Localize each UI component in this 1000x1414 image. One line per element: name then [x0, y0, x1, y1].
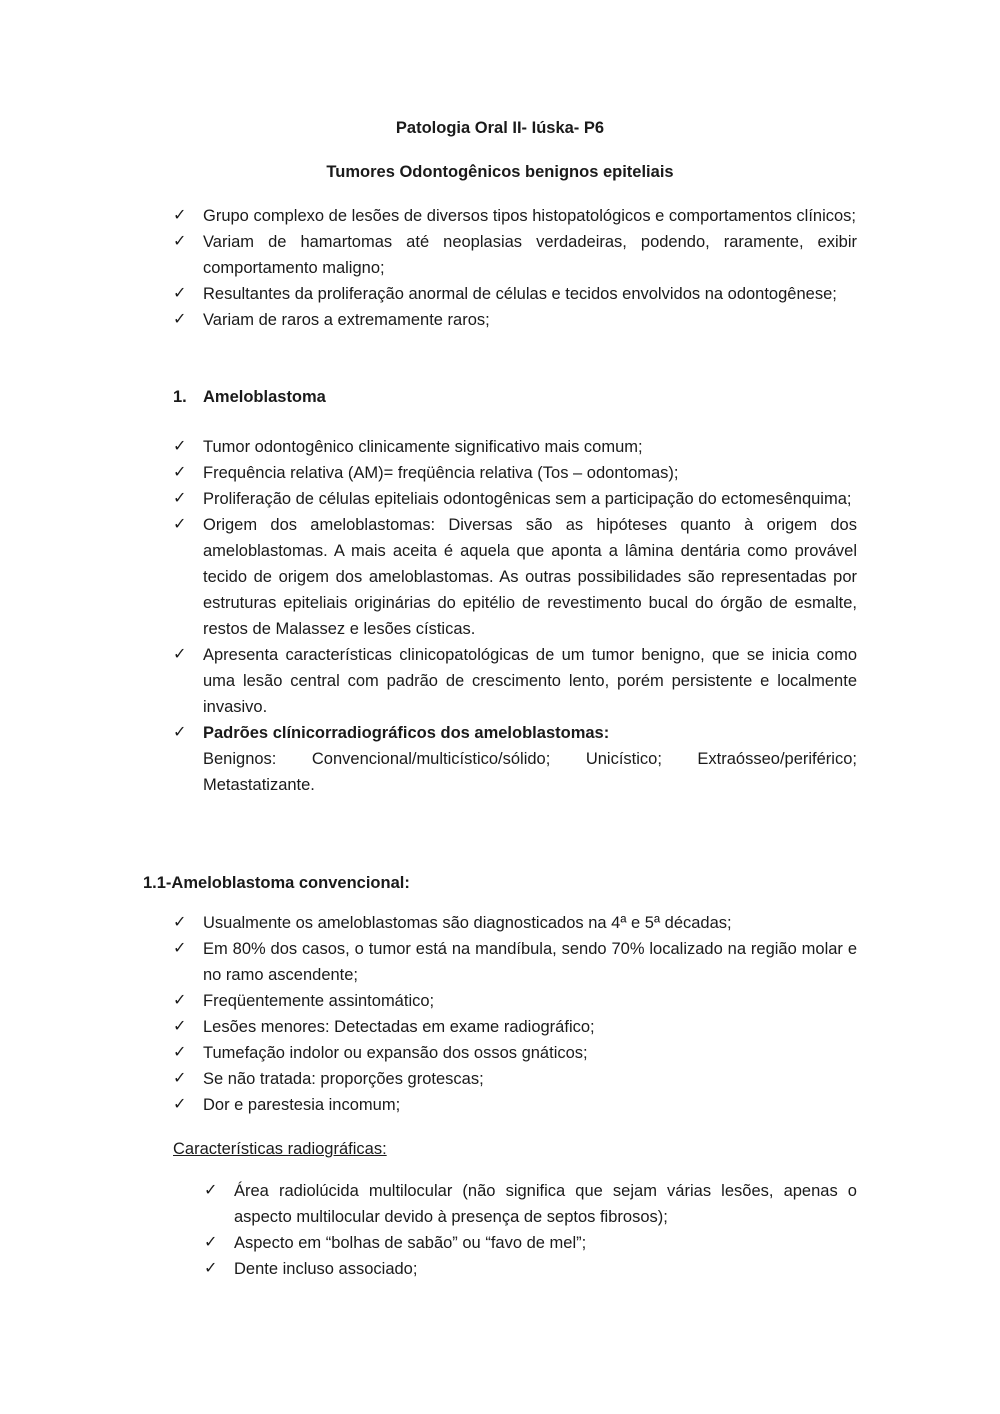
checkmark-icon: ✓: [173, 1044, 187, 1061]
list-item: ✓ Grupo complexo de lesões de diversos tipos histopatológicos e comportamentos clínicos;: [173, 203, 857, 229]
checkmark-icon: ✓: [173, 914, 187, 931]
section-heading-ameloblastoma: [173, 384, 326, 410]
section-number: 1.: [173, 388, 187, 406]
radiographic-list: [204, 1178, 857, 1282]
list-item: ✓ Lesões menores: Detectadas em exame radiográfico;: [173, 1014, 857, 1040]
list-item: ✓ Proliferação de células epiteliais odontogênicas sem a participação do ectomesênquima;: [173, 486, 857, 512]
checkmark-icon: ✓: [173, 438, 187, 455]
list-item: ✓ Se não tratada: proporções grotescas;: [173, 1066, 857, 1092]
conventional-list: [173, 910, 857, 1118]
checkmark-icon: ✓: [173, 516, 187, 533]
checkmark-icon: ✓: [204, 1182, 218, 1199]
list-item: ✓ Freqüentemente assintomático;: [173, 988, 857, 1014]
list-item: ✓ Origem dos ameloblastomas: Diversas são as hipóteses quanto à origem dos ameloblastomas. A mais aceita é aquela que aponta a lâmina dentária como provável tecido de origem dos ameloblastomas. As outras possibilidades são representadas por estruturas epiteliais originárias do epitélio de revestimento bucal do órgão de esmalte, restos de Malassez e lesões císticas.: [173, 512, 857, 642]
list-item: ✓ Tumor odontogênico clinicamente significativo mais comum;: [173, 434, 857, 460]
checkmark-icon: ✓: [173, 233, 187, 250]
list-item: ✓ Dor e parestesia incomum;: [173, 1092, 857, 1118]
list-item: ✓ Apresenta características clinicopatológicas de um tumor benigno, que se inicia como uma lesão central com padrão de crescimento lento, porém persistente e localmente invasivo.: [173, 642, 857, 720]
section-heading-conventional: 1.1-Ameloblastoma convencional:: [143, 874, 410, 892]
list-item: ✓ Resultantes da proliferação anormal de células e tecidos envolvidos na odontogênese;: [173, 281, 857, 307]
list-item: ✓ Frequência relativa (AM)= freqüência relativa (Tos – odontomas);: [173, 460, 857, 486]
patterns-last: Metastatizante.: [203, 776, 315, 794]
checkmark-icon: ✓: [173, 992, 187, 1009]
section-title: Ameloblastoma: [203, 388, 326, 406]
checkmark-icon: ✓: [173, 646, 187, 663]
list-item: ✓ Usualmente os ameloblastomas são diagnosticados na 4ª e 5ª décadas;: [173, 910, 857, 936]
checkmark-icon: ✓: [173, 207, 187, 224]
checkmark-icon: ✓: [204, 1260, 218, 1277]
checkmark-icon: ✓: [173, 285, 187, 302]
checkmark-icon: ✓: [173, 464, 187, 481]
document-subtitle: Tumores Odontogênicos benignos epiteliais: [326, 163, 674, 181]
list-item: ✓ Em 80% dos casos, o tumor está na mandíbula, sendo 70% localizado na região molar e no ramo ascendente;: [173, 936, 857, 988]
radiographic-subheading: Características radiográficas:: [173, 1140, 387, 1158]
checkmark-icon: ✓: [173, 1070, 187, 1087]
checkmark-icon: ✓: [204, 1234, 218, 1251]
ameloblastoma-list: [173, 434, 857, 798]
checkmark-icon: ✓: [173, 724, 187, 741]
intro-list: [173, 203, 857, 333]
patterns-line: Benignos: Convencional/multicístico/sólido; Unicístico; Extraósseo/periférico;: [203, 750, 857, 768]
checkmark-icon: ✓: [173, 1018, 187, 1035]
document-title: Patologia Oral II- Iúska- P6: [395, 119, 605, 137]
list-item: ✓ Área radiolúcida multilocular (não significa que sejam várias lesões, apenas o aspecto multilocular devido à presença de septos fibrosos);: [204, 1178, 857, 1230]
checkmark-icon: ✓: [173, 490, 187, 507]
checkmark-icon: ✓: [173, 311, 187, 328]
list-item: ✓ Dente incluso associado;: [204, 1256, 857, 1282]
list-item: ✓ Tumefação indolor ou expansão dos ossos gnáticos;: [173, 1040, 857, 1066]
patterns-title: Padrões clínicorradiográficos dos ameloblastomas:: [203, 724, 610, 742]
checkmark-icon: ✓: [173, 1096, 187, 1113]
list-item: ✓ Aspecto em “bolhas de sabão” ou “favo de mel”;: [204, 1230, 857, 1256]
checkmark-icon: ✓: [173, 940, 187, 957]
list-item: ✓ Variam de hamartomas até neoplasias verdadeiras, podendo, raramente, exibir comportamento maligno;: [173, 229, 857, 281]
list-item: ✓ Variam de raros a extremamente raros;: [173, 307, 857, 333]
list-item-patterns: [173, 720, 857, 798]
